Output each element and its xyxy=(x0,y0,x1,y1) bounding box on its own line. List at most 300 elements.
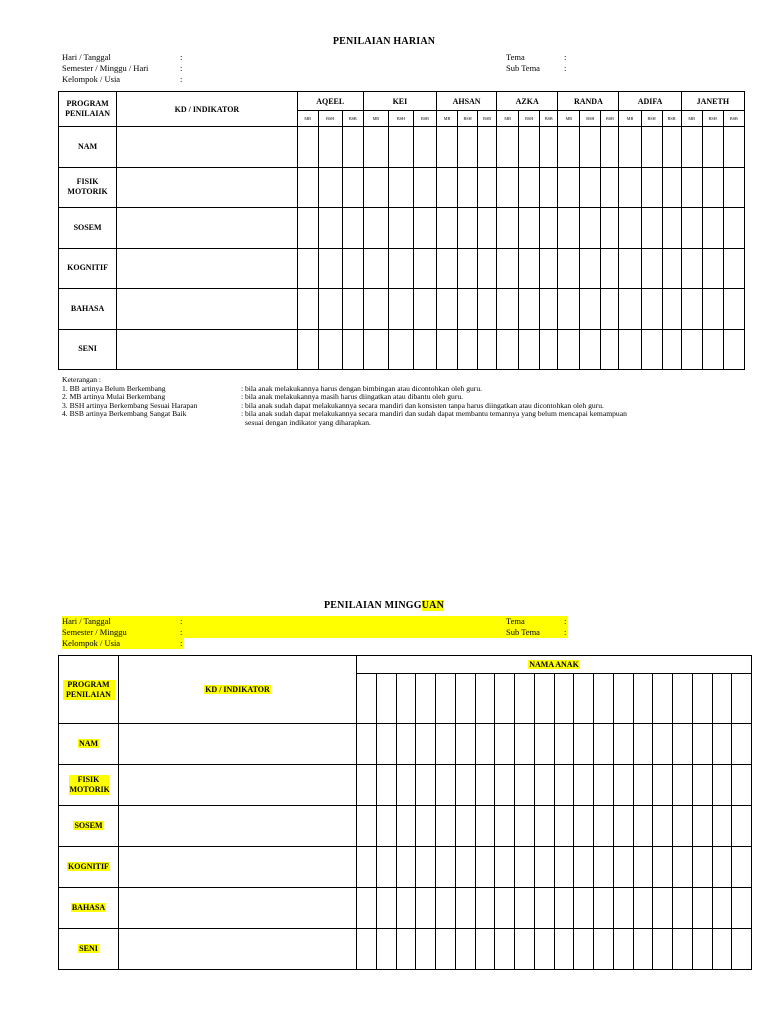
score-cell[interactable] xyxy=(574,724,594,765)
score-cell[interactable] xyxy=(702,289,723,330)
score-cell[interactable] xyxy=(495,806,515,847)
score-cell[interactable] xyxy=(619,329,641,370)
score-cell[interactable] xyxy=(455,929,475,970)
score-cell[interactable] xyxy=(641,167,662,208)
score-cell[interactable] xyxy=(619,289,641,330)
score-cell[interactable] xyxy=(388,127,413,168)
kd-cell[interactable] xyxy=(117,167,297,208)
score-cell[interactable] xyxy=(580,289,601,330)
child-name-cell[interactable] xyxy=(357,674,377,724)
score-cell[interactable] xyxy=(633,888,653,929)
table-row xyxy=(59,847,752,888)
score-cell[interactable] xyxy=(458,127,478,168)
score-cell[interactable] xyxy=(712,888,732,929)
score-cell[interactable] xyxy=(613,929,633,970)
sub-header: BSB xyxy=(478,111,497,127)
score-cell[interactable] xyxy=(376,929,396,970)
child-name-cell[interactable] xyxy=(692,674,712,724)
score-cell[interactable] xyxy=(641,208,662,249)
score-cell[interactable] xyxy=(396,806,416,847)
score-cell[interactable] xyxy=(478,248,497,289)
score-cell[interactable] xyxy=(413,127,436,168)
sub-header: MB xyxy=(363,111,388,127)
score-cell[interactable] xyxy=(519,289,540,330)
score-cell[interactable] xyxy=(558,208,580,249)
score-cell[interactable] xyxy=(723,167,744,208)
score-cell[interactable] xyxy=(413,289,436,330)
score-cell[interactable] xyxy=(519,248,540,289)
score-cell[interactable] xyxy=(633,847,653,888)
score-cell[interactable] xyxy=(712,806,732,847)
score-cell[interactable] xyxy=(619,248,641,289)
score-cell[interactable] xyxy=(702,329,723,370)
child-name-cell[interactable] xyxy=(495,674,515,724)
kd-cell[interactable] xyxy=(119,806,357,847)
score-cell[interactable] xyxy=(519,329,540,370)
child-name-cell[interactable] xyxy=(376,674,396,724)
child-name-cell[interactable] xyxy=(515,674,535,724)
score-cell[interactable] xyxy=(455,806,475,847)
kd-cell[interactable] xyxy=(117,329,297,370)
score-cell[interactable] xyxy=(681,248,702,289)
child-name-cell[interactable] xyxy=(633,674,653,724)
score-cell[interactable] xyxy=(534,806,554,847)
score-cell[interactable] xyxy=(613,847,633,888)
score-cell[interactable] xyxy=(396,888,416,929)
score-cell[interactable] xyxy=(732,888,752,929)
score-cell[interactable] xyxy=(297,208,318,249)
score-cell[interactable] xyxy=(475,724,495,765)
score-cell[interactable] xyxy=(437,289,458,330)
sub-header: MB xyxy=(619,111,641,127)
score-cell[interactable] xyxy=(342,167,363,208)
score-cell[interactable] xyxy=(495,765,515,806)
score-cell[interactable] xyxy=(388,289,413,330)
score-cell[interactable] xyxy=(692,888,712,929)
child-name-cell[interactable] xyxy=(673,674,693,724)
score-cell[interactable] xyxy=(723,329,744,370)
score-cell[interactable] xyxy=(601,289,619,330)
header-nama-anak xyxy=(357,656,752,674)
score-cell[interactable] xyxy=(692,765,712,806)
score-cell[interactable] xyxy=(702,127,723,168)
score-cell[interactable] xyxy=(540,167,558,208)
score-cell[interactable] xyxy=(641,248,662,289)
score-cell[interactable] xyxy=(363,167,388,208)
score-cell[interactable] xyxy=(357,847,377,888)
score-cell[interactable] xyxy=(458,289,478,330)
score-cell[interactable] xyxy=(363,329,388,370)
score-cell[interactable] xyxy=(681,167,702,208)
score-cell[interactable] xyxy=(662,208,681,249)
score-cell[interactable] xyxy=(416,929,436,970)
score-cell[interactable] xyxy=(388,167,413,208)
score-cell[interactable] xyxy=(475,806,495,847)
score-cell[interactable] xyxy=(297,167,318,208)
score-cell[interactable] xyxy=(633,724,653,765)
score-cell[interactable] xyxy=(437,167,458,208)
score-cell[interactable] xyxy=(342,208,363,249)
score-cell[interactable] xyxy=(540,248,558,289)
score-cell[interactable] xyxy=(712,929,732,970)
sub-header: MB xyxy=(681,111,702,127)
score-cell[interactable] xyxy=(455,724,475,765)
score-cell[interactable] xyxy=(723,208,744,249)
score-cell[interactable] xyxy=(653,847,673,888)
score-cell[interactable] xyxy=(455,847,475,888)
score-cell[interactable] xyxy=(594,724,614,765)
score-cell[interactable] xyxy=(376,724,396,765)
meta-label: Tema xyxy=(506,52,525,62)
score-cell[interactable] xyxy=(554,724,574,765)
score-cell[interactable] xyxy=(641,289,662,330)
score-cell[interactable] xyxy=(478,289,497,330)
score-cell[interactable] xyxy=(594,847,614,888)
score-cell[interactable] xyxy=(436,806,456,847)
score-cell[interactable] xyxy=(723,248,744,289)
score-cell[interactable] xyxy=(342,329,363,370)
child-name: KEI xyxy=(363,92,436,111)
score-cell[interactable] xyxy=(497,127,519,168)
child-name-cell[interactable] xyxy=(455,674,475,724)
score-cell[interactable] xyxy=(318,167,342,208)
child-name-cell[interactable] xyxy=(732,674,752,724)
score-cell[interactable] xyxy=(376,847,396,888)
score-cell[interactable] xyxy=(363,127,388,168)
score-cell[interactable] xyxy=(574,888,594,929)
program-label-text: NAM xyxy=(78,739,99,748)
kd-cell[interactable] xyxy=(119,888,357,929)
meta-sep: : xyxy=(180,616,183,626)
header-program: PROGRAM PENILAIAN xyxy=(59,92,117,127)
score-cell[interactable] xyxy=(497,167,519,208)
score-cell[interactable] xyxy=(475,929,495,970)
child-name-cell[interactable] xyxy=(554,674,574,724)
child-name-cell[interactable] xyxy=(534,674,554,724)
score-cell[interactable] xyxy=(662,248,681,289)
score-cell[interactable] xyxy=(580,208,601,249)
score-cell[interactable] xyxy=(558,329,580,370)
score-cell[interactable] xyxy=(363,248,388,289)
score-cell[interactable] xyxy=(318,329,342,370)
score-cell[interactable] xyxy=(613,765,633,806)
score-cell[interactable] xyxy=(515,806,535,847)
score-cell[interactable] xyxy=(515,847,535,888)
score-cell[interactable] xyxy=(455,765,475,806)
score-cell[interactable] xyxy=(673,806,693,847)
score-cell[interactable] xyxy=(692,929,712,970)
score-cell[interactable] xyxy=(540,289,558,330)
score-cell[interactable] xyxy=(519,208,540,249)
score-cell[interactable] xyxy=(692,806,712,847)
child-name-cell[interactable] xyxy=(574,674,594,724)
score-cell[interactable] xyxy=(633,765,653,806)
score-cell[interactable] xyxy=(416,847,436,888)
score-cell[interactable] xyxy=(712,765,732,806)
score-cell[interactable] xyxy=(653,724,673,765)
program-label xyxy=(59,847,119,888)
score-cell[interactable] xyxy=(681,208,702,249)
score-cell[interactable] xyxy=(673,929,693,970)
score-cell[interactable] xyxy=(519,127,540,168)
score-cell[interactable] xyxy=(554,888,574,929)
score-cell[interactable] xyxy=(594,888,614,929)
score-cell[interactable] xyxy=(681,289,702,330)
score-cell[interactable] xyxy=(455,888,475,929)
score-cell[interactable] xyxy=(475,765,495,806)
score-cell[interactable] xyxy=(574,806,594,847)
score-cell[interactable] xyxy=(318,289,342,330)
child-name-cell[interactable] xyxy=(416,674,436,724)
score-cell[interactable] xyxy=(363,208,388,249)
score-cell[interactable] xyxy=(436,724,456,765)
keterangan-title: Keterangan : xyxy=(62,375,102,384)
score-cell[interactable] xyxy=(416,724,436,765)
score-cell[interactable] xyxy=(681,127,702,168)
kd-cell[interactable] xyxy=(119,765,357,806)
score-cell[interactable] xyxy=(436,765,456,806)
score-cell[interactable] xyxy=(515,929,535,970)
score-cell[interactable] xyxy=(534,765,554,806)
score-cell[interactable] xyxy=(554,765,574,806)
score-cell[interactable] xyxy=(712,724,732,765)
score-cell[interactable] xyxy=(601,248,619,289)
score-cell[interactable] xyxy=(297,329,318,370)
score-cell[interactable] xyxy=(619,127,641,168)
score-cell[interactable] xyxy=(436,929,456,970)
score-cell[interactable] xyxy=(580,248,601,289)
score-cell[interactable] xyxy=(388,329,413,370)
score-cell[interactable] xyxy=(558,248,580,289)
score-cell[interactable] xyxy=(495,888,515,929)
score-cell[interactable] xyxy=(318,248,342,289)
meta-sep: : xyxy=(180,627,183,637)
score-cell[interactable] xyxy=(515,765,535,806)
score-cell[interactable] xyxy=(692,847,712,888)
score-cell[interactable] xyxy=(413,167,436,208)
child-name-cell[interactable] xyxy=(594,674,614,724)
score-cell[interactable] xyxy=(702,208,723,249)
child-name-cell[interactable] xyxy=(436,674,456,724)
kd-cell[interactable] xyxy=(117,248,297,289)
score-cell[interactable] xyxy=(574,847,594,888)
score-cell[interactable] xyxy=(478,329,497,370)
score-cell[interactable] xyxy=(554,806,574,847)
score-cell[interactable] xyxy=(396,724,416,765)
score-cell[interactable] xyxy=(376,806,396,847)
score-cell[interactable] xyxy=(478,127,497,168)
score-cell[interactable] xyxy=(732,806,752,847)
score-cell[interactable] xyxy=(540,127,558,168)
score-cell[interactable] xyxy=(416,765,436,806)
score-cell[interactable] xyxy=(388,208,413,249)
score-cell[interactable] xyxy=(357,724,377,765)
score-cell[interactable] xyxy=(662,329,681,370)
score-cell[interactable] xyxy=(673,847,693,888)
score-cell[interactable] xyxy=(357,765,377,806)
score-cell[interactable] xyxy=(601,329,619,370)
score-cell[interactable] xyxy=(633,806,653,847)
score-cell[interactable] xyxy=(458,208,478,249)
score-cell[interactable] xyxy=(673,765,693,806)
score-cell[interactable] xyxy=(363,289,388,330)
score-cell[interactable] xyxy=(732,724,752,765)
score-cell[interactable] xyxy=(297,248,318,289)
score-cell[interactable] xyxy=(662,167,681,208)
score-cell[interactable] xyxy=(515,888,535,929)
score-cell[interactable] xyxy=(554,929,574,970)
score-cell[interactable] xyxy=(712,847,732,888)
score-cell[interactable] xyxy=(540,329,558,370)
sub-header: BSB xyxy=(601,111,619,127)
score-cell[interactable] xyxy=(702,248,723,289)
score-cell[interactable] xyxy=(653,888,673,929)
kd-cell[interactable] xyxy=(117,127,297,168)
score-cell[interactable] xyxy=(662,127,681,168)
score-cell[interactable] xyxy=(580,167,601,208)
score-cell[interactable] xyxy=(534,847,554,888)
score-cell[interactable] xyxy=(601,208,619,249)
score-cell[interactable] xyxy=(376,765,396,806)
score-cell[interactable] xyxy=(554,847,574,888)
score-cell[interactable] xyxy=(613,888,633,929)
score-cell[interactable] xyxy=(437,248,458,289)
score-cell[interactable] xyxy=(357,888,377,929)
score-cell[interactable] xyxy=(388,248,413,289)
child-name-cell[interactable] xyxy=(712,674,732,724)
score-cell[interactable] xyxy=(342,127,363,168)
score-cell[interactable] xyxy=(723,289,744,330)
score-cell[interactable] xyxy=(732,765,752,806)
program-label xyxy=(59,929,119,970)
score-cell[interactable] xyxy=(540,208,558,249)
kd-cell[interactable] xyxy=(117,289,297,330)
score-cell[interactable] xyxy=(497,208,519,249)
score-cell[interactable] xyxy=(732,847,752,888)
score-cell[interactable] xyxy=(619,167,641,208)
score-cell[interactable] xyxy=(723,127,744,168)
score-cell[interactable] xyxy=(297,127,318,168)
score-cell[interactable] xyxy=(342,289,363,330)
score-cell[interactable] xyxy=(297,289,318,330)
score-cell[interactable] xyxy=(342,248,363,289)
score-cell[interactable] xyxy=(475,888,495,929)
score-cell[interactable] xyxy=(437,208,458,249)
score-cell[interactable] xyxy=(437,127,458,168)
score-cell[interactable] xyxy=(396,929,416,970)
score-cell[interactable] xyxy=(613,806,633,847)
doc1-meta-left xyxy=(62,52,182,85)
score-cell[interactable] xyxy=(497,289,519,330)
score-cell[interactable] xyxy=(416,806,436,847)
score-cell[interactable] xyxy=(601,127,619,168)
score-cell[interactable] xyxy=(318,208,342,249)
score-cell[interactable] xyxy=(558,289,580,330)
keterangan-desc: : bila anak sudah dapat melakukannya secara mandiri dan konsisten tanpa harus diingatkan atau dicontohkan oleh guru. xyxy=(241,400,604,410)
score-cell[interactable] xyxy=(413,248,436,289)
kd-cell[interactable] xyxy=(119,724,357,765)
score-cell[interactable] xyxy=(318,127,342,168)
score-cell[interactable] xyxy=(692,724,712,765)
score-cell[interactable] xyxy=(458,248,478,289)
program-label-text: SOSEM xyxy=(74,821,103,830)
score-cell[interactable] xyxy=(633,929,653,970)
program-label: BAHASA xyxy=(59,289,117,330)
score-cell[interactable] xyxy=(357,929,377,970)
score-cell[interactable] xyxy=(681,329,702,370)
score-cell[interactable] xyxy=(641,127,662,168)
score-cell[interactable] xyxy=(497,329,519,370)
score-cell[interactable] xyxy=(732,929,752,970)
score-cell[interactable] xyxy=(436,888,456,929)
child-name-cell[interactable] xyxy=(653,674,673,724)
score-cell[interactable] xyxy=(478,167,497,208)
score-cell[interactable] xyxy=(619,208,641,249)
kd-cell[interactable] xyxy=(119,847,357,888)
keterangan-term: 3. BSH artinya Berkembang Sesuai Harapan xyxy=(62,400,198,410)
child-name: ADIFA xyxy=(619,92,681,111)
score-cell[interactable] xyxy=(558,167,580,208)
score-cell[interactable] xyxy=(594,765,614,806)
kd-cell[interactable] xyxy=(119,929,357,970)
child-name-cell[interactable] xyxy=(475,674,495,724)
score-cell[interactable] xyxy=(534,929,554,970)
score-cell[interactable] xyxy=(458,167,478,208)
score-cell[interactable] xyxy=(580,329,601,370)
score-cell[interactable] xyxy=(574,929,594,970)
score-cell[interactable] xyxy=(436,847,456,888)
child-name-cell[interactable] xyxy=(613,674,633,724)
score-cell[interactable] xyxy=(475,847,495,888)
score-cell[interactable] xyxy=(673,888,693,929)
score-cell[interactable] xyxy=(396,847,416,888)
score-cell[interactable] xyxy=(594,806,614,847)
score-cell[interactable] xyxy=(357,806,377,847)
score-cell[interactable] xyxy=(580,127,601,168)
score-cell[interactable] xyxy=(534,888,554,929)
score-cell[interactable] xyxy=(601,167,619,208)
score-cell[interactable] xyxy=(478,208,497,249)
score-cell[interactable] xyxy=(396,765,416,806)
score-cell[interactable] xyxy=(653,806,673,847)
score-cell[interactable] xyxy=(515,724,535,765)
score-cell[interactable] xyxy=(495,929,515,970)
score-cell[interactable] xyxy=(653,765,673,806)
score-cell[interactable] xyxy=(673,724,693,765)
score-cell[interactable] xyxy=(653,929,673,970)
score-cell[interactable] xyxy=(497,248,519,289)
score-cell[interactable] xyxy=(613,724,633,765)
score-cell[interactable] xyxy=(437,329,458,370)
score-cell[interactable] xyxy=(376,888,396,929)
score-cell[interactable] xyxy=(702,167,723,208)
score-cell[interactable] xyxy=(413,329,436,370)
score-cell[interactable] xyxy=(413,208,436,249)
score-cell[interactable] xyxy=(641,329,662,370)
score-cell[interactable] xyxy=(594,929,614,970)
child-name-cell[interactable] xyxy=(396,674,416,724)
score-cell[interactable] xyxy=(534,724,554,765)
score-cell[interactable] xyxy=(416,888,436,929)
score-cell[interactable] xyxy=(495,847,515,888)
score-cell[interactable] xyxy=(662,289,681,330)
score-cell[interactable] xyxy=(519,167,540,208)
score-cell[interactable] xyxy=(558,127,580,168)
score-cell[interactable] xyxy=(574,765,594,806)
score-cell[interactable] xyxy=(495,724,515,765)
kd-cell[interactable] xyxy=(117,208,297,249)
score-cell[interactable] xyxy=(458,329,478,370)
